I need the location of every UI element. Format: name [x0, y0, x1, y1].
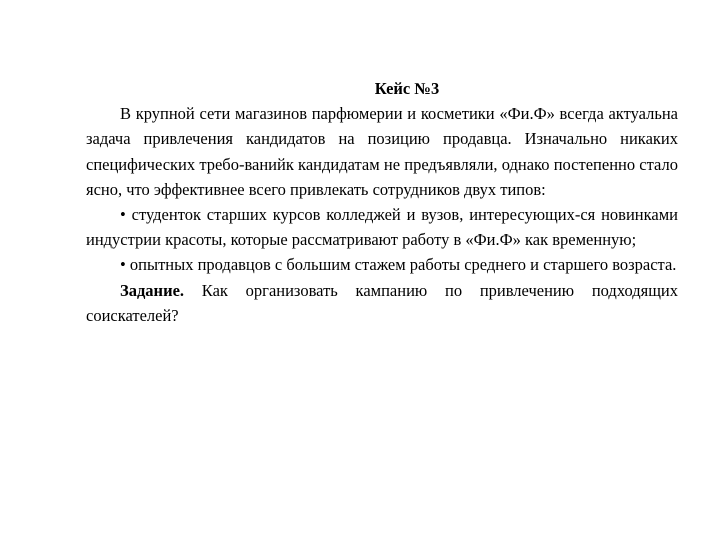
case-title: Кейс №3	[374, 79, 440, 98]
case-document	[86, 76, 678, 328]
bullet-students: • студенток старших курсов колледжей и вузов, интересующих-ся новинками индустрии красоты, которые рассматривают работу в «Фи.Ф» как временную;	[86, 205, 678, 250]
task-label: Задание.	[120, 280, 185, 300]
task-text: Как организовать кампанию по привлечению подходящих соискателей?	[86, 280, 678, 325]
intro-paragraph: В крупной сети магазинов парфюмерии и косметики «Фи.Ф» всегда актуальна задача привлечения кандидатов на позицию продавца. Изначально никаких специфических требо-ванийк кандидатам не предъявляли, однако постепенно стало ясно, что эффективнее всего привлекать сотрудников двух типов:	[86, 104, 678, 199]
bullet-experienced-sellers: • опытных продавцов с большим стажем работы среднего и старшего возраста.	[120, 255, 677, 275]
task-paragraph	[86, 278, 678, 328]
